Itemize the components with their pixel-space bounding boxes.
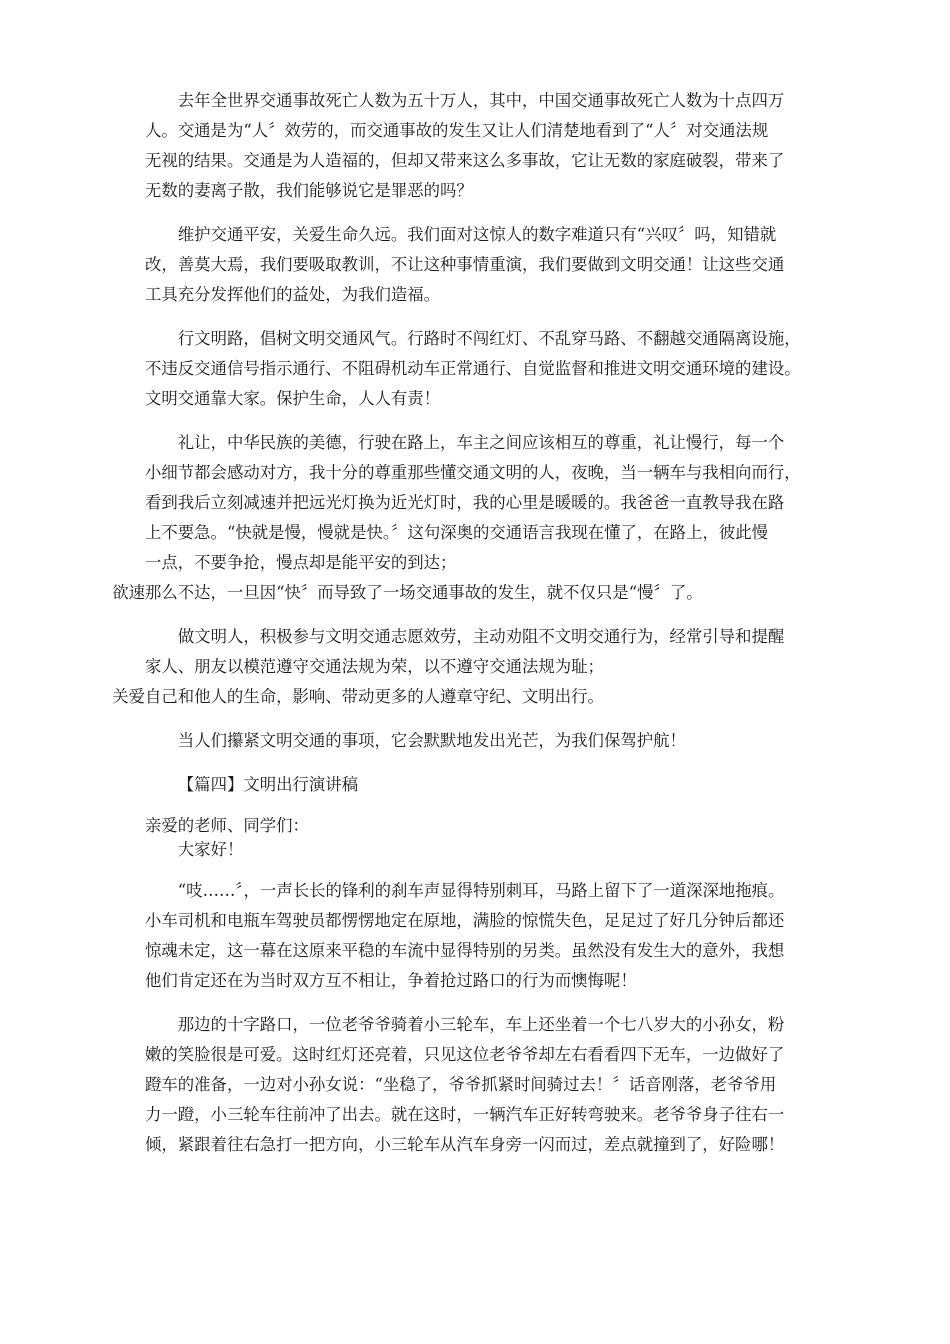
paragraph-line: 维护交通平安，关爱生命久远。我们面对这惊人的数字难道只有“兴叹〞吗，知错就	[177, 225, 777, 244]
paragraph-line: 关爱自己和他人的生命，影响、带动更多的人遵章守纪、文明出行。	[112, 687, 604, 706]
paragraph-line: 不违反交通信号指示通行、不阻碍机动车正常通行、自觉监督和推进文明交通环境的建设。	[145, 359, 801, 378]
paragraph-line: 人。交通是为“人〞效劳的，而交通事故的发生又让人们清楚地看到了“人〞对交通法规	[145, 121, 769, 140]
paragraph-line: 工具充分发挥他们的益处，为我们造福。	[145, 285, 441, 304]
salutation-text: 亲爱的老师、同学们：	[145, 816, 309, 835]
paragraph-line: 做文明人，积极参与文明交通志愿效劳，主动劝阻不文明交通行为，经常引导和提醒	[177, 627, 785, 646]
paragraph-line: 看到我后立刻减速并把远光灯换为近光灯时，我的心里是暖暖的。我爸爸一直教导我在路	[145, 493, 785, 512]
paragraph-1	[145, 86, 810, 206]
paragraph-line: 欲速那么不达，一旦因“快〞而导致了一场交通事故的发生，就不仅只是“慢〞了。	[112, 583, 703, 602]
paragraph-line: 无视的结果。交通是为人造福的，但却又带来这么多事故，它让无数的家庭破裂，带来了	[145, 151, 785, 170]
paragraph-line: 上不要急。“快就是慢，慢就是快。〞这句深奥的交通语言我现在懂了，在路上，彼此慢	[145, 523, 769, 542]
document-body	[112, 86, 810, 1160]
paragraph-line: 礼让，中华民族的美德，行驶在路上，车主之间应该相互的尊重，礼让慢行，每一个	[177, 433, 785, 452]
paragraph-line: 文明交通靠大家。保护生命，人人有责！	[145, 389, 441, 408]
paragraph-3	[145, 324, 810, 414]
paragraph-line: “吱……〞，一声长长的锋利的刹车声显得特别刺耳，马路上留下了一道深深地拖痕。	[177, 881, 785, 900]
paragraph-line: 倾，紧跟着往右急打一把方向，小三轮车从汽车身旁一闪而过，差点就撞到了，好险哪！	[145, 1135, 785, 1154]
paragraph-7	[145, 876, 810, 996]
paragraph-line: 行文明路，倡树文明交通风气。行路时不闯红灯、不乱穿马路、不翻越交通隔离设施，	[177, 329, 801, 348]
greeting-text: 大家好！	[177, 840, 244, 859]
paragraph-4	[112, 428, 810, 608]
greeting	[145, 838, 810, 862]
paragraph-5	[112, 622, 810, 712]
paragraph-line: 一点，不要争抢，慢点却是能平安的到达；	[145, 553, 457, 572]
paragraph-line: 那边的十字路口，一位老爷爷骑着小三轮车，车上还坐着一个七八岁大的小孙女，粉	[177, 1015, 785, 1034]
paragraph-line: 小车司机和电瓶车驾驶员都愣愣地定在原地，满脸的惊慌失色，足足过了好几分钟后都还	[145, 911, 785, 930]
paragraph-line: 家人、朋友以模范遵守交通法规为荣，以不遵守交通法规为耻；	[145, 657, 604, 676]
section-heading-text: 【篇四】文明出行演讲稿	[177, 775, 359, 794]
section-heading	[145, 770, 810, 800]
paragraph-line: 改，善莫大焉，我们要吸取教训，不让这种事情重演，我们要做到文明交通！让这些交通	[145, 255, 785, 274]
paragraph-line: 嫩的笑脸很是可爱。这时红灯还亮着，只见这位老爷爷却左右看看四下无车，一边做好了	[145, 1045, 785, 1064]
paragraph-2	[145, 220, 810, 310]
paragraph-line: 惊魂未定，这一幕在这原来平稳的车流中显得特别的另类。虽然没有发生大的意外，我想	[145, 941, 785, 960]
paragraph-line: 无数的妻离子散，我们能够说它是罪恶的吗？	[145, 181, 473, 200]
paragraph-8	[145, 1010, 810, 1160]
paragraph-line: 蹬车的准备，一边对小孙女说：“坐稳了，爷爷抓紧时间骑过去！〞话音刚落，老爷爷用	[145, 1075, 777, 1094]
paragraph-line: 他们肯定还在为当时双方互不相让，争着抢过路口的行为而懊悔呢！	[145, 971, 637, 990]
paragraph-6	[145, 726, 810, 756]
paragraph-line: 力一蹬，小三轮车往前冲了出去。就在这时，一辆汽车正好转弯驶来。老爷爷身子往右一	[145, 1105, 785, 1124]
paragraph-line: 小细节都会感动对方，我十分的尊重那些懂交通文明的人，夜晚，当一辆车与我相向而行，	[145, 463, 801, 482]
paragraph-line: 去年全世界交通事故死亡人数为五十万人，其中，中国交通事故死亡人数为十点四万	[177, 91, 785, 110]
salutation	[145, 814, 810, 838]
paragraph-line: 当人们攥紧文明交通的事项，它会默默地发出光芒，为我们保驾护航！	[177, 731, 686, 750]
